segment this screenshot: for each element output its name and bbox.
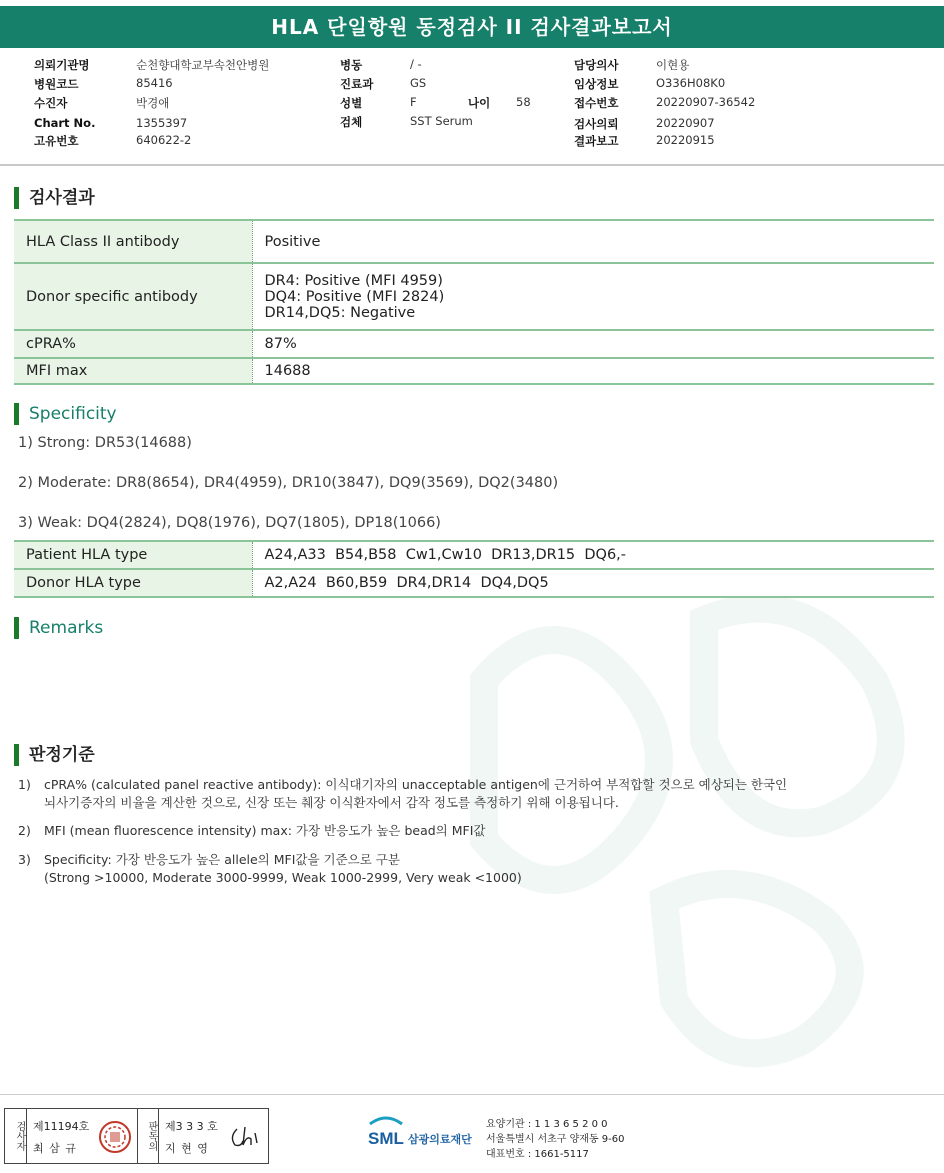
request-value: 20220907 [656, 116, 715, 130]
hospital-label: 의뢰기관명 [34, 58, 90, 72]
reviewer-label: 판독의 [137, 1109, 159, 1163]
specificity-heading: Specificity [14, 403, 117, 425]
results-heading: 검사결과 [14, 187, 95, 209]
specificity-weak: 3) Weak: DQ4(2824), DQ8(1976), DQ7(1805), DP18(1066) [18, 515, 441, 531]
watermark-pattern [424, 560, 944, 1080]
hla-value: A2,A24 B60,B59 DR4,DR14 DQ4,DQ5 [252, 569, 934, 597]
sex-label: 성별 [340, 96, 363, 110]
specificity-strong: 1) Strong: DR53(14688) [18, 435, 192, 451]
hla-value: A24,A33 B54,B58 Cw1,Cw10 DR13,DR15 DQ6,- [252, 541, 934, 569]
patient-label: 수진자 [34, 96, 68, 110]
receipt-value: 20220907-36542 [656, 95, 756, 109]
report-date-value: 20220915 [656, 133, 715, 147]
sml-logo [366, 1116, 472, 1154]
info-divider [0, 164, 944, 166]
results-table [14, 219, 934, 385]
criteria-heading: 판정기준 [14, 744, 95, 766]
patient-value: 박경애 [136, 96, 170, 110]
sex-value: F [410, 95, 417, 109]
table-row [14, 220, 934, 263]
result-key: cPRA% [14, 330, 252, 358]
inspector-license: 제11194호 [33, 1120, 90, 1133]
hla-type-table [14, 540, 934, 598]
remarks-heading: Remarks [14, 617, 103, 639]
criteria-text: MFI (mean fluorescence intensity) max: 가장 반응도가 높은 bead의 MFI값 [44, 823, 486, 838]
code-label: 병원코드 [34, 77, 79, 91]
ward-label: 병동 [340, 58, 363, 72]
table-row [14, 358, 934, 384]
ward-value: / - [410, 57, 422, 71]
dsa-line: DR4: Positive (MFI 4959) [264, 272, 443, 289]
org-address: 서울특별시 서초구 양재동 9-60 [486, 1134, 625, 1145]
hla-key: Patient HLA type [14, 541, 252, 569]
criteria-item [18, 822, 918, 842]
criteria-text: (Strong >10000, Moderate 3000-9999, Weak 1000-2999, Very weak <1000) [44, 870, 522, 885]
id-label: 고유번호 [34, 134, 79, 148]
hospital-value: 순천향대학교부속천안병원 [136, 58, 270, 72]
result-value: Positive [252, 220, 934, 263]
age-label: 나이 [468, 96, 491, 110]
criteria-item [18, 776, 918, 816]
specimen-label: 검체 [340, 115, 363, 129]
org-name: 삼광의료재단 [408, 1133, 472, 1146]
chart-label: Chart No. [34, 116, 96, 130]
criteria-num: 2) [18, 823, 31, 838]
dept-label: 진료과 [340, 77, 374, 91]
criteria-text: cPRA% (calculated panel reactive antibody): 이식대기자의 unacceptable antigen에 근거하여 부적합할 것으로 예상되는 한국인 [44, 777, 788, 792]
age-value: 58 [516, 95, 531, 109]
reviewer-name: 지 현 영 [165, 1142, 209, 1155]
inspector-label: 검사자 [5, 1109, 27, 1163]
clinical-value: O336H08K0 [656, 76, 726, 90]
table-row [14, 263, 934, 330]
signature-icon [227, 1123, 263, 1151]
criteria-text: Specificity: 가장 반응도가 높은 allele의 MFI값을 기준으로 구분 [44, 852, 400, 867]
sml-brand: SML [368, 1129, 404, 1148]
report-date-label: 결과보고 [574, 134, 619, 148]
inspector-name: 최 삼 규 [33, 1142, 77, 1155]
result-value: 14688 [252, 358, 934, 384]
dsa-line: DR14,DQ5: Negative [264, 304, 416, 321]
code-value: 85416 [136, 76, 173, 90]
request-label: 검사의뢰 [574, 117, 619, 131]
dept-value: GS [410, 76, 427, 90]
specificity-moderate: 2) Moderate: DR8(8654), DR4(4959), DR10(3847), DQ9(3569), DQ2(3480) [18, 475, 559, 491]
seal-stamp-icon [97, 1119, 133, 1155]
sml-logo-icon [366, 1116, 406, 1150]
hla-key: Donor HLA type [14, 569, 252, 597]
result-key: MFI max [14, 358, 252, 384]
doctor-value: 이현용 [656, 58, 690, 72]
table-row [14, 541, 934, 569]
clinical-label: 임상정보 [574, 77, 619, 91]
specimen-value: SST Serum [410, 114, 473, 128]
id-value: 640622-2 [136, 133, 192, 147]
result-value: 87% [252, 330, 934, 358]
criteria-num: 3) [18, 852, 31, 867]
org-code: 요양기관 : 1 1 3 6 5 2 0 0 [486, 1119, 608, 1130]
table-row [14, 330, 934, 358]
reviewer-license: 제3 3 3 호 [165, 1120, 218, 1133]
receipt-label: 접수번호 [574, 96, 619, 110]
chart-value: 1355397 [136, 116, 188, 130]
doctor-label: 담당의사 [574, 58, 619, 72]
criteria-item [18, 851, 918, 891]
table-row [14, 569, 934, 597]
org-phone: 대표번호 : 1661-5117 [486, 1149, 589, 1160]
report-title: HLA 단일항원 동정검사 II 검사결과보고서 [0, 6, 944, 48]
footer-divider [0, 1094, 944, 1095]
criteria-text: 뇌사기증자의 비율을 계산한 것으로, 신장 또는 췌장 이식환자에서 감작 정도를 측정하기 위해 이용됩니다. [44, 795, 619, 810]
result-key: HLA Class II antibody [14, 220, 252, 263]
result-key: Donor specific antibody [14, 263, 252, 330]
dsa-values [252, 263, 934, 330]
dsa-line: DQ4: Positive (MFI 2824) [264, 288, 445, 305]
criteria-num: 1) [18, 777, 31, 792]
org-info [486, 1117, 625, 1162]
patient-info [0, 56, 944, 166]
signature-box [4, 1108, 269, 1164]
